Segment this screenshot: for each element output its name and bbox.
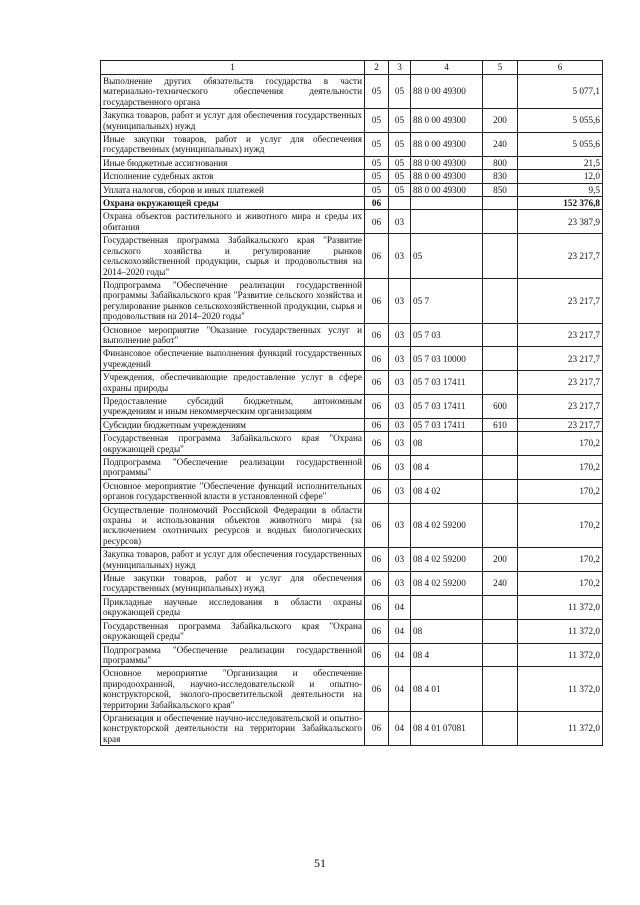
cell-target-article xyxy=(411,210,483,234)
cell-section: 05 xyxy=(365,109,389,133)
cell-expense-type xyxy=(483,210,518,234)
header-col-2: 2 xyxy=(365,61,389,75)
table-row xyxy=(101,371,603,395)
cell-amount: 5 077,1 xyxy=(518,75,603,109)
cell-target-article: 88 0 00 49300 xyxy=(411,133,483,157)
cell-amount: 23 217,7 xyxy=(518,234,603,279)
table-row xyxy=(101,667,603,712)
table-header-row xyxy=(101,61,603,75)
cell-section: 06 xyxy=(365,572,389,596)
cell-target-article: 08 4 xyxy=(411,456,483,480)
cell-target-article: 08 4 01 xyxy=(411,667,483,712)
cell-name: Осуществление полномочий Российской Федерации в области охраны и использования объектов животного мира (за исключением охотничьих ресурсов и водных биологических ресурсов) xyxy=(101,503,365,548)
cell-subsection: 03 xyxy=(389,278,411,323)
cell-subsection: 03 xyxy=(389,432,411,456)
cell-expense-type: 610 xyxy=(483,418,518,431)
cell-target-article: 05 7 03 17411 xyxy=(411,394,483,418)
cell-name: Подпрограмма "Обеспечение реализации государственной программы Забайкальского края "Развитие сельского хозяйства и регулирование рынков сельскохозяйственной продукции, сырья и продовольствия на 2014–2020 годы" xyxy=(101,278,365,323)
cell-target-article: 05 7 03 17411 xyxy=(411,371,483,395)
cell-section: 06 xyxy=(365,503,389,548)
cell-expense-type xyxy=(483,711,518,745)
table-row xyxy=(101,323,603,347)
table-row xyxy=(101,278,603,323)
cell-section: 05 xyxy=(365,183,389,196)
cell-expense-type xyxy=(483,456,518,480)
table-row xyxy=(101,347,603,371)
cell-name: Исполнение судебных актов xyxy=(101,170,365,183)
cell-subsection: 04 xyxy=(389,711,411,745)
cell-amount: 11 372,0 xyxy=(518,595,603,619)
cell-subsection: 04 xyxy=(389,667,411,712)
cell-target-article: 08 4 02 59200 xyxy=(411,548,483,572)
cell-section: 06 xyxy=(365,643,389,667)
cell-name: Основное мероприятие "Обеспечение функций исполнительных органов государственной власти в установленной сфере" xyxy=(101,479,365,503)
table-row xyxy=(101,183,603,196)
table-row xyxy=(101,503,603,548)
cell-amount: 11 372,0 xyxy=(518,643,603,667)
table-row xyxy=(101,456,603,480)
cell-section: 06 xyxy=(365,432,389,456)
cell-target-article: 05 7 03 17411 xyxy=(411,418,483,431)
cell-name: Подпрограмма "Обеспечение реализации государственной программы" xyxy=(101,456,365,480)
cell-name: Прикладные научные исследования в области охраны окружающей среды xyxy=(101,595,365,619)
cell-name: Финансовое обеспечение выполнения функций государственных учреждений xyxy=(101,347,365,371)
cell-amount: 170,2 xyxy=(518,548,603,572)
header-col-4: 4 xyxy=(411,61,483,75)
cell-subsection: 03 xyxy=(389,323,411,347)
cell-section: 06 xyxy=(365,619,389,643)
cell-target-article: 05 7 xyxy=(411,278,483,323)
cell-expense-type: 800 xyxy=(483,156,518,169)
cell-target-article: 08 xyxy=(411,432,483,456)
cell-subsection: 05 xyxy=(389,183,411,196)
table-row xyxy=(101,619,603,643)
cell-section: 06 xyxy=(365,456,389,480)
cell-amount: 11 372,0 xyxy=(518,667,603,712)
cell-section: 05 xyxy=(365,170,389,183)
cell-name: Закупка товаров, работ и услуг для обеспечения государственных (муниципальных) нужд xyxy=(101,109,365,133)
cell-amount: 9,5 xyxy=(518,183,603,196)
cell-name: Государственная программа Забайкальского края "Развитие сельского хозяйства и регулирование рынков сельскохозяйственной продукции, сырья и продовольствия на 2014–2020 годы" xyxy=(101,234,365,279)
header-col-5: 5 xyxy=(483,61,518,75)
cell-name: Выполнение других обязательств государства в части материально-технического обеспечения деятельности государственного органа xyxy=(101,75,365,109)
cell-section: 06 xyxy=(365,595,389,619)
cell-subsection: 04 xyxy=(389,595,411,619)
cell-name: Иные закупки товаров, работ и услуг для обеспечения государственных (муниципальных) нужд xyxy=(101,572,365,596)
cell-amount: 21,5 xyxy=(518,156,603,169)
cell-subsection: 04 xyxy=(389,619,411,643)
cell-name: Иные закупки товаров, работ и услуг для обеспечения государственных (муниципальных) нужд xyxy=(101,133,365,157)
table-row xyxy=(101,234,603,279)
cell-amount: 12,0 xyxy=(518,170,603,183)
cell-subsection: 03 xyxy=(389,418,411,431)
cell-target-article: 08 4 01 07081 xyxy=(411,711,483,745)
cell-target-article: 88 0 00 49300 xyxy=(411,109,483,133)
cell-amount: 23 217,7 xyxy=(518,394,603,418)
cell-amount: 170,2 xyxy=(518,456,603,480)
cell-name: Основное мероприятие "Оказание государственных услуг и выполнение работ" xyxy=(101,323,365,347)
table-row xyxy=(101,711,603,745)
cell-section: 06 xyxy=(365,197,389,210)
cell-expense-type: 600 xyxy=(483,394,518,418)
cell-target-article: 08 4 02 59200 xyxy=(411,572,483,596)
table-row xyxy=(101,479,603,503)
table-row xyxy=(101,210,603,234)
cell-subsection: 03 xyxy=(389,347,411,371)
cell-target-article: 88 0 00 49300 xyxy=(411,170,483,183)
cell-name: Государственная программа Забайкальского края "Охрана окружающей среды" xyxy=(101,619,365,643)
cell-expense-type xyxy=(483,197,518,210)
cell-subsection: 05 xyxy=(389,109,411,133)
cell-amount: 11 372,0 xyxy=(518,619,603,643)
cell-subsection: 03 xyxy=(389,234,411,279)
cell-section: 06 xyxy=(365,347,389,371)
cell-amount: 5 055,6 xyxy=(518,133,603,157)
cell-subsection: 03 xyxy=(389,503,411,548)
cell-target-article: 88 0 00 49300 xyxy=(411,75,483,109)
cell-subsection xyxy=(389,197,411,210)
cell-section: 05 xyxy=(365,75,389,109)
cell-expense-type: 240 xyxy=(483,133,518,157)
cell-amount: 170,2 xyxy=(518,503,603,548)
cell-target-article: 08 xyxy=(411,619,483,643)
cell-target-article: 05 xyxy=(411,234,483,279)
cell-expense-type xyxy=(483,347,518,371)
cell-expense-type: 200 xyxy=(483,548,518,572)
cell-name: Учреждения, обеспечивающие предоставление услуг в сфере охраны природы xyxy=(101,371,365,395)
table-row xyxy=(101,643,603,667)
table-row xyxy=(101,133,603,157)
header-col-6: 6 xyxy=(518,61,603,75)
cell-subsection: 03 xyxy=(389,210,411,234)
table-row xyxy=(101,394,603,418)
header-col-3: 3 xyxy=(389,61,411,75)
cell-expense-type xyxy=(483,371,518,395)
cell-amount: 23 217,7 xyxy=(518,347,603,371)
cell-amount: 170,2 xyxy=(518,479,603,503)
cell-amount: 23 217,7 xyxy=(518,323,603,347)
cell-subsection: 04 xyxy=(389,643,411,667)
cell-subsection: 03 xyxy=(389,548,411,572)
cell-target-article xyxy=(411,197,483,210)
cell-subsection: 05 xyxy=(389,156,411,169)
cell-amount: 23 387,9 xyxy=(518,210,603,234)
cell-subsection: 05 xyxy=(389,133,411,157)
cell-target-article: 88 0 00 49300 xyxy=(411,156,483,169)
cell-subsection: 03 xyxy=(389,394,411,418)
cell-expense-type xyxy=(483,234,518,279)
cell-expense-type xyxy=(483,323,518,347)
cell-subsection: 05 xyxy=(389,170,411,183)
cell-target-article: 08 4 02 xyxy=(411,479,483,503)
cell-name: Иные бюджетные ассигнования xyxy=(101,156,365,169)
cell-name: Уплата налогов, сборов и иных платежей xyxy=(101,183,365,196)
cell-expense-type xyxy=(483,479,518,503)
cell-expense-type xyxy=(483,278,518,323)
cell-target-article: 08 4 xyxy=(411,643,483,667)
cell-section: 06 xyxy=(365,711,389,745)
cell-name: Основное мероприятие "Организация и обеспечение природоохранной, научно-исследовательской и опытно- конструкторской, эколого-просветительской деятельности на территории Забайкальского края" xyxy=(101,667,365,712)
cell-target-article xyxy=(411,595,483,619)
cell-expense-type: 830 xyxy=(483,170,518,183)
table-row xyxy=(101,156,603,169)
cell-expense-type xyxy=(483,503,518,548)
cell-subsection: 03 xyxy=(389,371,411,395)
cell-section: 05 xyxy=(365,133,389,157)
table-row xyxy=(101,595,603,619)
cell-name: Субсидии бюджетным учреждениям xyxy=(101,418,365,431)
cell-expense-type: 240 xyxy=(483,572,518,596)
cell-section: 06 xyxy=(365,394,389,418)
header-col-1: 1 xyxy=(101,61,365,75)
cell-expense-type: 200 xyxy=(483,109,518,133)
cell-expense-type xyxy=(483,432,518,456)
cell-subsection: 03 xyxy=(389,572,411,596)
cell-expense-type xyxy=(483,595,518,619)
cell-target-article: 88 0 00 49300 xyxy=(411,183,483,196)
cell-amount: 23 217,7 xyxy=(518,278,603,323)
cell-section: 06 xyxy=(365,278,389,323)
cell-amount: 170,2 xyxy=(518,572,603,596)
cell-name: Организация и обеспечение научно-исследовательской и опытно-конструкторской деятельности на территории Забайкальского края xyxy=(101,711,365,745)
cell-expense-type xyxy=(483,619,518,643)
cell-name: Государственная программа Забайкальского края "Охрана окружающей среды" xyxy=(101,432,365,456)
cell-name: Предоставление субсидий бюджетным, автономным учреждениям и иным некоммерческим организациям xyxy=(101,394,365,418)
cell-section: 05 xyxy=(365,156,389,169)
cell-amount: 23 217,7 xyxy=(518,371,603,395)
table-row xyxy=(101,432,603,456)
cell-subsection: 05 xyxy=(389,75,411,109)
cell-expense-type xyxy=(483,75,518,109)
cell-amount: 170,2 xyxy=(518,432,603,456)
page-number: 51 xyxy=(314,856,326,870)
table-row xyxy=(101,170,603,183)
cell-name: Подпрограмма "Обеспечение реализации государственной программы" xyxy=(101,643,365,667)
cell-section: 06 xyxy=(365,667,389,712)
table-body xyxy=(101,75,603,746)
cell-name: Закупка товаров, работ и услуг для обеспечения государственных (муниципальных) нужд xyxy=(101,548,365,572)
cell-subsection: 03 xyxy=(389,479,411,503)
cell-section: 06 xyxy=(365,234,389,279)
cell-section: 06 xyxy=(365,371,389,395)
cell-expense-type xyxy=(483,667,518,712)
cell-amount: 5 055,6 xyxy=(518,109,603,133)
cell-section: 06 xyxy=(365,548,389,572)
table-row xyxy=(101,109,603,133)
cell-subsection: 03 xyxy=(389,456,411,480)
table-row xyxy=(101,418,603,431)
cell-target-article: 08 4 02 59200 xyxy=(411,503,483,548)
cell-section: 06 xyxy=(365,210,389,234)
table-row xyxy=(101,197,603,210)
cell-expense-type: 850 xyxy=(483,183,518,196)
cell-name: Охрана объектов растительного и животного мира и среды их обитания xyxy=(101,210,365,234)
cell-target-article: 05 7 03 xyxy=(411,323,483,347)
cell-section: 06 xyxy=(365,418,389,431)
cell-section: 06 xyxy=(365,323,389,347)
table-row xyxy=(101,572,603,596)
cell-amount: 152 376,8 xyxy=(518,197,603,210)
table-row xyxy=(101,75,603,109)
cell-expense-type xyxy=(483,643,518,667)
cell-target-article: 05 7 03 10000 xyxy=(411,347,483,371)
table-row xyxy=(101,548,603,572)
cell-amount: 23 217,7 xyxy=(518,418,603,431)
cell-section: 06 xyxy=(365,479,389,503)
cell-name: Охрана окружающей среды xyxy=(101,197,365,210)
cell-amount: 11 372,0 xyxy=(518,711,603,745)
budget-table xyxy=(100,60,603,746)
